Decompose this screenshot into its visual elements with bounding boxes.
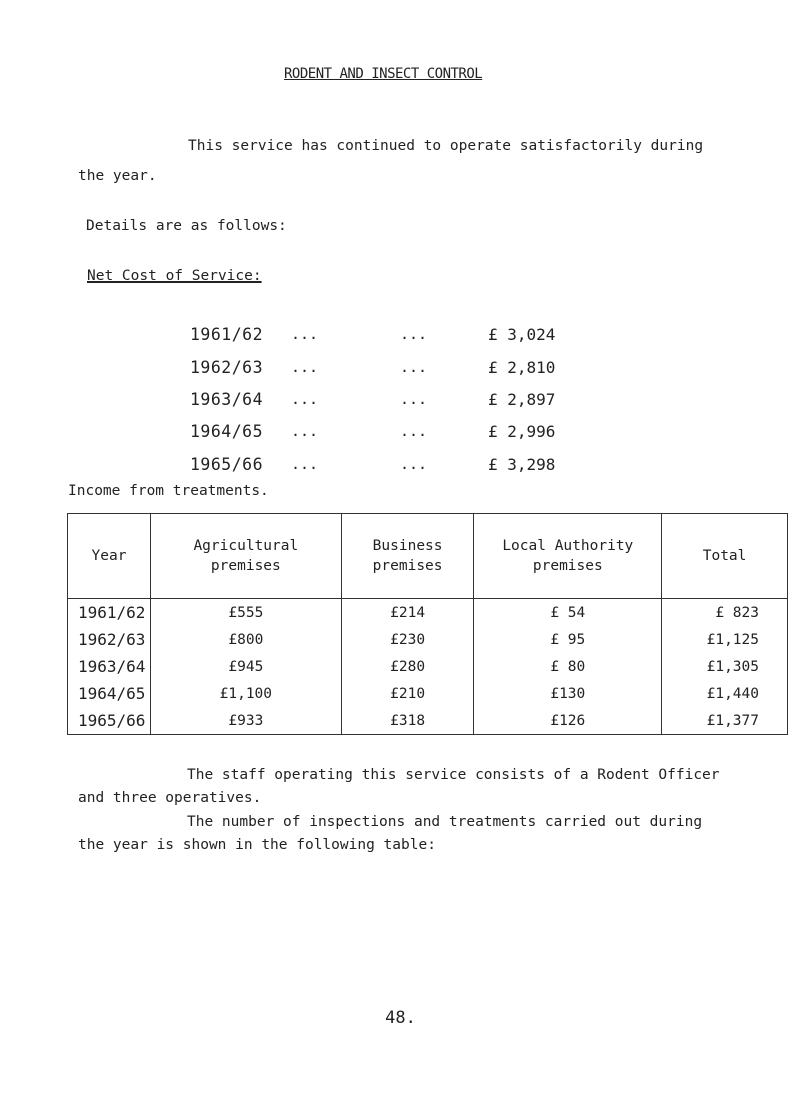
col-header-bus-line1: Business (372, 538, 443, 554)
cell-total: £1,377 (662, 707, 788, 735)
col-header-business (341, 514, 474, 599)
cell-total: £ 823 (662, 599, 788, 627)
table-row (68, 653, 788, 680)
col-header-local-authority (474, 514, 662, 599)
cell-year: 1961/62 (68, 599, 151, 627)
cell-local-authority: £ 54 (474, 599, 662, 627)
cell-total: £1,305 (662, 653, 788, 680)
intro-line-2: the year. (78, 168, 157, 184)
col-header-year (68, 514, 151, 599)
net-cost-amount: £ 2,996 (488, 422, 556, 441)
cell-agricultural: £800 (150, 626, 341, 653)
dot-leader: ... (400, 325, 428, 343)
cell-local-authority: £ 95 (474, 626, 662, 653)
cell-business: £214 (341, 599, 474, 627)
staff-line-2: and three operatives. (78, 790, 262, 806)
net-cost-year: 1964/65 (190, 422, 264, 441)
page-number: 48. (385, 1008, 416, 1028)
net-cost-amount: £ 3,298 (488, 455, 556, 474)
income-title: Income from treatments. (68, 483, 269, 499)
inspections-line-1: The number of inspections and treatments carried out during (187, 814, 703, 830)
cell-business: £280 (341, 653, 474, 680)
table-row (68, 680, 788, 707)
table-row (68, 626, 788, 653)
cell-business: £210 (341, 680, 474, 707)
dot-leader: ... (400, 358, 428, 376)
net-cost-year: 1965/66 (190, 455, 264, 474)
net-cost-year: 1963/64 (190, 390, 264, 409)
page-heading: RODENT AND INSECT CONTROL (284, 66, 483, 82)
col-header-bus-line2: premises (372, 558, 443, 574)
table-row (68, 599, 788, 627)
cell-local-authority: £130 (474, 680, 662, 707)
net-cost-year: 1961/62 (190, 325, 264, 344)
net-cost-year: 1962/63 (190, 358, 264, 377)
cell-business: £318 (341, 707, 474, 735)
cell-year: 1962/63 (68, 626, 151, 653)
col-header-total-label: Total (702, 548, 747, 564)
cell-year: 1964/65 (68, 680, 151, 707)
details-text: Details are as follows: (86, 218, 287, 234)
cell-year: 1963/64 (68, 653, 151, 680)
dot-leader: ... (400, 390, 428, 408)
staff-line-1: The staff operating this service consists of a Rodent Officer (187, 767, 720, 783)
dot-leader: ... (291, 422, 319, 440)
intro-line-1: This service has continued to operate satisfactorily during (188, 138, 704, 154)
net-cost-amount: £ 2,810 (488, 358, 556, 377)
cell-agricultural: £945 (150, 653, 341, 680)
dot-leader: ... (291, 390, 319, 408)
col-header-total (662, 514, 788, 599)
col-header-agri-line1: Agricultural (193, 538, 299, 554)
cell-business: £230 (341, 626, 474, 653)
table-row (68, 707, 788, 735)
col-header-agricultural (150, 514, 341, 599)
cell-total: £1,125 (662, 626, 788, 653)
cell-local-authority: £126 (474, 707, 662, 735)
dot-leader: ... (400, 455, 428, 473)
col-header-la-line1: Local Authority (502, 538, 634, 554)
cell-agricultural: £1,100 (150, 680, 341, 707)
cell-agricultural: £933 (150, 707, 341, 735)
cell-local-authority: £ 80 (474, 653, 662, 680)
dot-leader: ... (291, 325, 319, 343)
cell-year: 1965/66 (68, 707, 151, 735)
dot-leader: ... (400, 422, 428, 440)
cell-total: £1,440 (662, 680, 788, 707)
col-header-la-line2: premises (532, 558, 603, 574)
net-cost-amount: £ 3,024 (488, 325, 556, 344)
dot-leader: ... (291, 358, 319, 376)
income-header-row (68, 514, 788, 599)
income-table (67, 513, 788, 735)
net-cost-title: Net Cost of Service: (87, 268, 262, 284)
net-cost-amount: £ 2,897 (488, 390, 556, 409)
dot-leader: ... (291, 455, 319, 473)
col-header-year-label: Year (91, 548, 127, 564)
cell-agricultural: £555 (150, 599, 341, 627)
col-header-agri-line2: premises (210, 558, 281, 574)
inspections-line-2: the year is shown in the following table: (78, 837, 436, 853)
